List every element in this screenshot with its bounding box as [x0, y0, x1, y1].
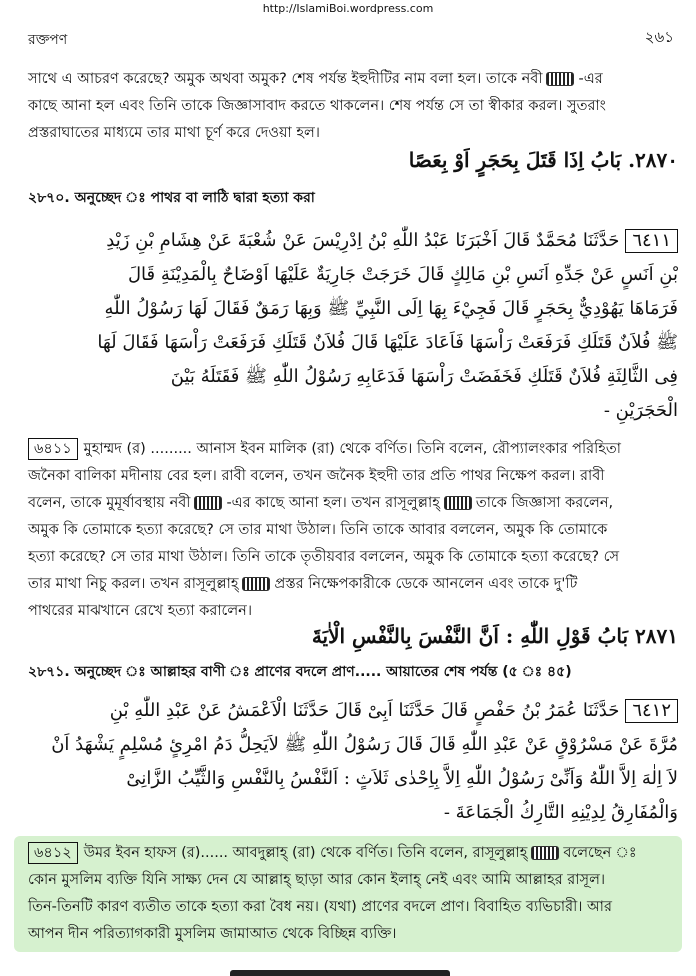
hadith-bengali-text — [28, 436, 678, 625]
intro-line: কাছে আনা হল এবং তিনি তাকে জিজ্ঞাসাবাদ করতে থাকলেন। শেষ পর্যন্ত সে তা স্বীকার করল। সুতরাং — [28, 98, 606, 114]
hadith-number-bengali: ৬৪১১ — [28, 438, 78, 460]
hadith-number-arabic: ٦٤١١ — [625, 229, 678, 253]
chapter-bengali-title: ২৮৭০. অনুচ্ছেদ ঃ পাথর বা লাঠি দ্বারা হত্যা করা — [28, 190, 315, 206]
salutation-glyph-icon — [194, 496, 222, 510]
hadith-number-bengali: ৬৪১২ — [28, 842, 78, 864]
bengali-line: হত্যা করেছে? সে তার মাথা উঠাল। তিনি তাকে তৃতীয়বার বললেন, অমুক কি তোমাকে হত্যা করেছে? সে — [28, 549, 620, 565]
hadith-number-arabic: ٦٤١٢ — [625, 699, 678, 723]
bengali-line: বলেন, তাকে মুমূর্ষাবস্থায় নবী — [28, 495, 191, 511]
salutation-glyph-icon — [531, 846, 559, 860]
salutation-glyph-icon — [444, 496, 472, 510]
running-title: রক্তপণ — [28, 32, 68, 48]
arabic-line: بْنِ اَنَسٍ عَنْ جَدِّهِ اَنَسِ بْنِ مَالِكٍ قَالَ خَرَجَتْ جَارِيَةٌ عَلَيْهَا اَوْضَاحٌ بِالْمَدِيْنَةِ قَالَ — [127, 264, 678, 285]
bengali-line: পাথরের মাঝখানে রেখে হত্যা করালেন। — [28, 603, 252, 619]
intro-line: -এর — [578, 71, 603, 87]
hadith-arabic-text — [28, 694, 678, 830]
page-number: ২৬১ — [644, 28, 674, 46]
salutation-glyph-icon — [242, 577, 270, 591]
intro-line: সাথে এ আচরণ করেছে? অমুক অথবা অমুক? শেষ পর্যন্ত ইহুদীটির নাম বলা হল। তাকে নবী — [28, 71, 543, 87]
arabic-line: وَالْمُفَارِقُ لِدِيْنِهِ التَّارِكُ الْجَمَاعَةَ - — [443, 802, 678, 823]
bengali-line: অমুক কি তোমাকে হত্যা করেছে? সে তার মাথা উঠাল। তিনি তাকে আবার বললেন, অমুক কি তোমাকে — [28, 522, 608, 538]
source-url: http://IslamiBoi.wordpress.com — [262, 2, 434, 15]
arabic-line: فَرَمَاهَا يَهُوْدِيٌّ بِحَجَرٍ قَالَ فَجِيْءَ بِهَا اِلَى النَّبِيِّ ﷺ وَبِهَا رَمَقٌ فَقَالَ لَهَا رَسُوْلُ اللّٰهِ — [104, 298, 678, 319]
bengali-line: তিন-তিনটি কারণ ব্যতীত তাকে হত্যা করা বৈধ নয়। (যথা) প্রাণের বদলে প্রাণ। বিবাহিত ব্যভিচারী। আর — [28, 899, 612, 915]
arabic-line: حَدَّثَنَا عُمَرُ بْنُ حَفْصٍ قَالَ حَدَّثَنَا اَبِىْ قَالَ حَدَّثَنَا الْاَعْمَشُ عَنْ عَبْدِ اللّٰهِ بْنِ — [109, 700, 620, 721]
bengali-line: উমর ইবন হাফস (র)...... আবদুল্লাহ্ (রা) থেকে বর্ণিত। তিনি বলেন, রাসূলুল্লাহ্ — [83, 845, 528, 861]
bengali-line: প্রস্তর নিক্ষেপকারীকে ডেকে আনলেন এবং তাকে দু'টি — [274, 576, 578, 592]
chapter-bengali-title: ২৮৭১. অনুচ্ছেদ ঃ আল্লাহর বাণী ঃ প্রাণের বদলে প্রাণ..... আয়াতের শেষ পর্যন্ত (৫ ঃ ৪৫) — [28, 664, 572, 680]
hadith-arabic-text — [28, 224, 678, 428]
salutation-glyph-icon — [546, 72, 574, 86]
arabic-line: الْحَجَرَيْنِ - — [603, 400, 678, 421]
intro-line: প্রস্তরাঘাতের মাধ্যমে তার মাথা চূর্ণ করে দেওয়া হল। — [28, 125, 320, 141]
bengali-line: -এর কাছে আনা হল। তখন রাসূলুল্লাহ্ — [226, 495, 440, 511]
bengali-line: তার মাথা নিচু করল। তখন রাসূলুল্লাহ্ — [28, 576, 239, 592]
bengali-line: বলেছেন ঃ — [563, 845, 637, 861]
intro-paragraph — [28, 66, 678, 147]
bengali-line: মুহাম্মদ (র) ......... আনাস ইবন মালিক (রা) থেকে বর্ণিত। তিনি বলেন, রৌপ্যালংকার পরিহিতা — [83, 441, 621, 457]
chapter-arabic-title: ٢٨٧٠. بَابُ اِذَا قَتَلَ بِحَجَرٍ اَوْ بِعَصًا — [408, 148, 678, 172]
arabic-line: لاَ اِلٰهَ اِلاَّ اللّٰهُ وَاَنِّىْ رَسُوْلُ اللّٰهِ اِلاَّ بِاِحْدٰى ثَلاَثٍ : اَلنَّفْسُ بِالنَّفْسِ وَالثَّيِّبُ الزَّانِىْ — [126, 768, 678, 789]
chapter-arabic-title: ٢٨٧١ بَابُ قَوْلِ اللّٰهِ : اَنَّ النَّفْسَ بِالنَّفْسِ الْاٰيَةَ — [311, 624, 678, 648]
arabic-line: حَدَّثَنَا مُحَمَّدٌ قَالَ اَخْبَرَنَا عَبْدُ اللّٰهِ بْنُ اِدْرِيْسَ عَنْ شُعْبَةَ عَنْ هِشَامِ بْنِ زَيْدِ — [106, 230, 620, 251]
arabic-line: مُرَّةَ عَنْ مَسْرُوْقٍ عَنْ عَبْدِ اللّٰهِ قَالَ قَالَ رَسُوْلُ اللّٰهِ ﷺ لاَيَحِلُّ دَمُ امْرِئٍ مُسْلِمٍ يَشْهَدُ اَنْ — [51, 734, 678, 755]
arabic-line: ﷺ فُلاَنٌ قَتَلَكِ فَرَفَعَتْ رَاْسَهَا فَاَعَادَ عَلَيْهَا قَالَ فُلاَنٌ قَتَلَكِ فَرَفَعَتْ رَاْسَهَا فَقَالَ لَهَا — [97, 332, 678, 353]
bengali-line: জনৈকা বালিকা মদীনায় বের হল। রাবী বলেন, তখন জনৈক ইহুদী তার প্রতি পাথর নিক্ষেপ করল। রাবী — [28, 468, 605, 484]
highlighted-hadith-bengali — [14, 836, 682, 952]
bengali-line: আপন দীন পরিত্যাগকারী মুসলিম জামাআত থেকে বিচ্ছিন্ন ব্যক্তি। — [28, 926, 397, 942]
home-indicator-bar — [230, 970, 450, 976]
bengali-line: তাকে জিজ্ঞাসা করলেন, — [475, 495, 614, 511]
arabic-line: فِى الثَّالِثَةِ فُلاَنٌ قَتَلَكِ فَخَفَضَتْ رَاْسَهَا فَدَعَابِهِ رَسُوْلُ اللّٰهِ ﷺ فَقَتَلَهُ بَيْنَ — [170, 366, 678, 387]
bengali-line: কোন মুসলিম ব্যক্তি যিনি সাক্ষ্য দেন যে আল্লাহ্ ছাড়া আর কোন ইলাহ্ নেই এবং আমি আল্লাহর রাসূল। — [28, 872, 606, 888]
